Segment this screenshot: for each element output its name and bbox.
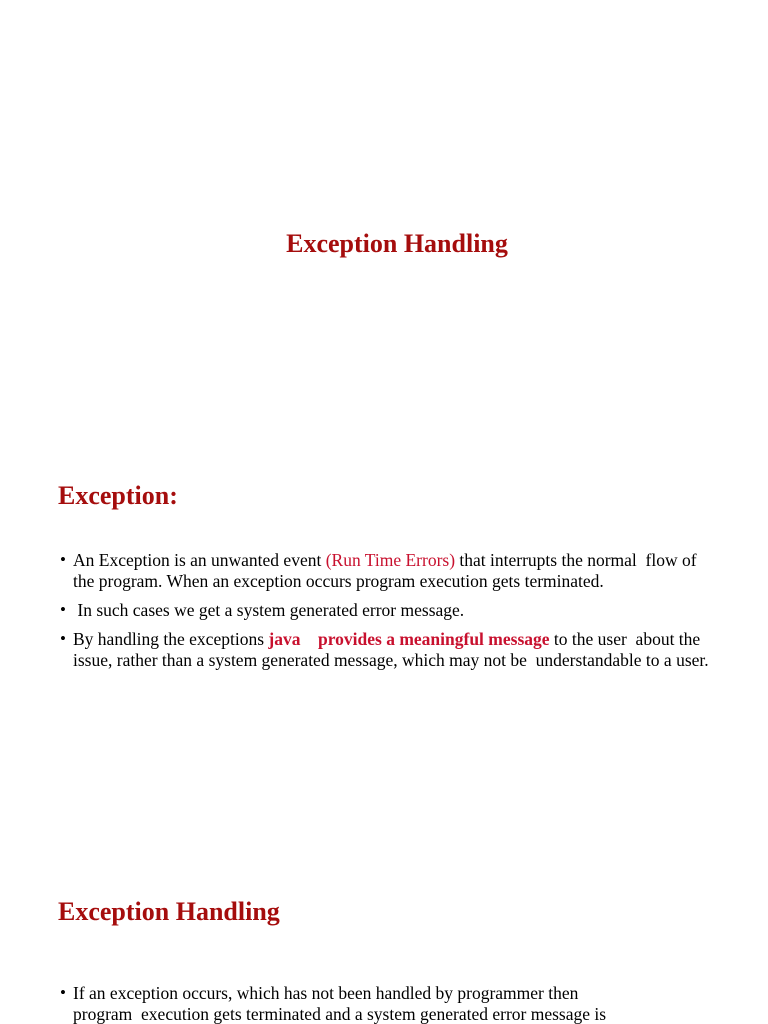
exception-handling-bullet-list (60, 983, 710, 1024)
bullet-icon: • (60, 983, 66, 1002)
bullet-text: to the user about the issue, rather than a system generated message, which may not be understandable to a user. (73, 629, 709, 670)
bullet-text: By handling the exceptions (73, 629, 269, 649)
list-item (60, 600, 710, 621)
bullet-text: In such cases we get a system generated error message. (73, 600, 465, 620)
bullet-highlight: java provides a meaningful message (268, 629, 550, 649)
bullet-icon: • (60, 600, 66, 619)
list-item (60, 983, 710, 1024)
bullet-icon: • (60, 629, 66, 648)
section-heading-exception: Exception: (58, 481, 178, 510)
bullet-icon: • (60, 550, 66, 569)
bullet-text: that interrupts the normal flow of the program. When an exception occurs program execution gets terminated. (73, 550, 697, 591)
list-item (60, 550, 710, 592)
bullet-text: An Exception is an unwanted event (73, 550, 326, 570)
page-title: Exception Handling (286, 229, 508, 258)
bullet-text: If an exception occurs, which has not been handled by programmer then program execution gets terminated and a system generated error message is (73, 983, 607, 1024)
exception-bullet-list (60, 550, 710, 679)
list-item (60, 629, 710, 671)
section-heading-exception-handling: Exception Handling (58, 897, 280, 926)
bullet-highlight: (Run Time Errors) (325, 550, 456, 570)
